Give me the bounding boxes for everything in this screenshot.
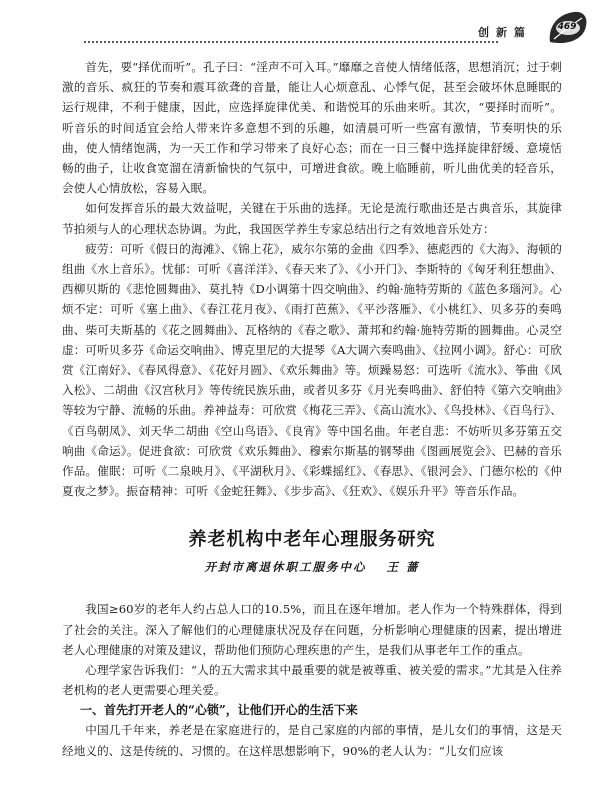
article-byline [62,559,562,575]
prev-article-paragraph: 首先，要“择优而听”。孔子曰：“淫声不可入耳。”靡靡之音使人情绪低落，思想消沉；过于刺激的音乐、疯狂的节奏和震耳欲聋的音量，能让人心烦意乱、心悸气促，甚至会破坏休息睡眠的运行规律，不利于健康，因此，应选择旋律优美、和谐悦耳的乐曲来听。其次，“要择时而听”。听音乐的时间适宜会给人带来许多意想不到的乐趣，如清晨可听一些富有激情，节奏明快的乐曲，使人情绪饱满，为一天工作和学习带来了良好心态；而在一日三餐中选择旋律舒缓、意境恬畅的曲子，让收食宽溜在清新愉快的气氛中，可增进食欲。晚上临睡前，听儿曲优美的轻音乐，会使人心情放松，容易入眠。 [62,60,562,196]
author-name: 王 蔷 [386,560,420,575]
article-paragraph: 我国≥60岁的老年人约占总人口的10.5%，而且在逐年增加。老人作为一个特殊群体，得到了社会的关注。深入了解他们的心理健康状况及存在问题，分析影响心理健康的因素，提出增进老人心理健康的对策及建议，帮助他们预防心理疾患的产生，是我们从事老年工作的重点。 [62,602,562,657]
author-organization: 开封市离退休职工服务中心 [204,560,367,575]
page-number: 469 [557,22,577,32]
prev-article-paragraph: 如何发挥音乐的最大效益呢，关键在于乐曲的选择。无论是流行歌曲还是古典音乐，其旋律节拍须与人的心理状态协调。为此，我国医学养生专家总结出行之有效地音乐处方： [62,201,562,236]
article-title: 养老机构中老年心理服务研究 [188,529,436,551]
page-number-badge [544,8,590,48]
prev-article-paragraph: 疲劳：可听《假日的海滩》、《锦上花》，威尔尔第的金曲《四季》、德彪西的《大海》、海顿的组曲《水上音乐》。忧郁：可听《喜洋洋》、《春天来了》、《小开门》、李斯特的《匈牙利狂想曲》、西柳贝斯的《悲怆圆舞曲》、莫扎特《D小调第十四交响曲》、约翰·施特劳斯的《蓝色多瑙河》。心烦不定：可听《塞上曲》、《春江花月夜》、《雨打芭蕉》、《平沙落雁》、《小桃红》、贝多芬的奏鸣曲、柴可夫斯基的《花之圆舞曲》、瓦格纳的《春之歌》、萧邦和约翰·施特劳斯的圆舞曲。心灵空虚：可听贝多芬《命运交响曲》、博克里尼的大提琴《A大调六奏鸣曲》、《拉网小调》。舒心：可欣赏《江南好》、《春风得意》、《花好月圆》、《欢乐舞曲》等。烦躁易怒：可选听《流水》、筝曲《风入松》、二胡曲《汉宫秋月》等传统民族乐曲，或者贝多芬《月光奏鸣曲》、舒伯特《第六交响曲》等较为宁静、流畅的乐曲。养神益寿：可欣赏《梅花三弄》、《高山流水》、《鸟投林》、《百鸟行》、《百鸟朝凤》、刘天华二胡曲《空山鸟语》、《良宵》等中国名曲。年老自悲：不妨听贝多芬第五交响曲《命运》。促进食欲：可欣赏《欢乐舞曲》、穆索尔斯基的钢琴曲《图画展览会》、巴赫的音乐作品。催眠：可听《二泉映月》、《平湖秋月》、《彩蝶摇红》、《春思》、《银河会》、门德尔松的《仲夏夜之梦》。振奋精神：可听《金蛇狂舞》、《步步高》、《狂欢》、《娱乐升平》等音乐作品。 [62,241,562,499]
article-paragraph: 中国几千年来，养老是在家庭进行的，是自己家庭的内部的事情，是儿女们的事情，这是天经地义的、这是传统的、习惯的。在这样思想影响下，90%的老人认为：“儿女们应该 [62,723,562,758]
section-subheading: 一、首先打开老人的“心锁”，让他们开心的生活下来 [80,703,358,718]
article-paragraph: 心理学家告诉我们：“人的五大需求其中最重要的就是被尊重、被关爱的需求。”尤其是入住养老机构的老人更需要心理关爱。 [62,663,562,698]
page-content [62,57,562,761]
section-label: 创新篇 [478,26,532,39]
page-header [0,0,600,58]
header-dotted-rule [84,41,498,43]
